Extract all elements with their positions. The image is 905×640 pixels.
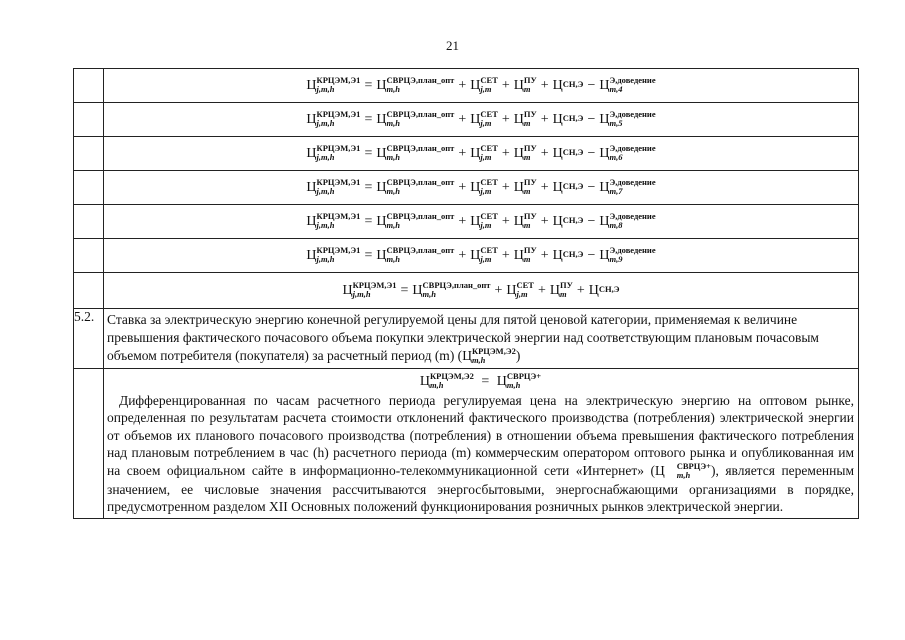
item-text-end: ) — [515, 348, 521, 363]
formula-cell — [104, 239, 859, 273]
formula-cell — [104, 137, 859, 171]
formula: Ц КРЦЭМ,Э1 j,m,h = Ц СВРЦЭ,план_опт m,h + Ц СЕТ j,m + Ц ПУ m + Ц СН,Э − Ц Э,доведение m,8 — [306, 210, 656, 230]
document-table — [73, 68, 859, 519]
formula: Ц КРЦЭМ,Э1 j,m,h = Ц СВРЦЭ,план_опт m,h + Ц СЕТ j,m + Ц ПУ m + Ц СН,Э − Ц Э,доведение m,6 — [306, 142, 656, 162]
formula-cell — [104, 69, 859, 103]
formula: Ц КРЦЭМ,Э1 j,m,h = Ц СВРЦЭ,план_опт m,h + Ц СЕТ j,m + Ц ПУ m + Ц СН,Э − Ц Э,доведение m,7 — [306, 176, 656, 196]
formula-5-2: Ц КРЦЭМ,Э2 m,h = Ц СВРЦЭ+ m,h — [419, 370, 542, 390]
formula-row — [74, 205, 859, 239]
formula-row — [74, 239, 859, 273]
item-text — [104, 309, 859, 369]
page-number: 21 — [446, 38, 459, 53]
formula-cell — [104, 205, 859, 239]
formula-row — [74, 137, 859, 171]
formula: Ц КРЦЭМ,Э1 j,m,h = Ц СВРЦЭ,план_опт m,h + Ц СЕТ j,m + Ц ПУ m + Ц СН,Э — [342, 279, 620, 299]
formula: Ц КРЦЭМ,Э1 j,m,h = Ц СВРЦЭ,план_опт m,h + Ц СЕТ j,m + Ц ПУ m + Ц СН,Э − Ц Э,доведение m,5 — [306, 108, 656, 128]
formula-row — [74, 171, 859, 205]
formula-row — [74, 103, 859, 137]
formula-cell — [104, 273, 859, 309]
description-paragraph: Дифференцированная по часам расчетного периода регулируемая цена на электрическую энергию на оптовом рынке, определенная по результатам расчета стоимости отклонений фактического производства (потребления) электрической энергии от объемов их планового почасового производства (потребления) в отношении объема превышения фактического потребления над плановым потреблением в час (h) расчетного периода (m) коммерческим оператором оптового рынка и опубликованная им на своем официальном сайте в информационно-телекоммуникационной сети «Интернет» (Ц СВРЦЭ+ m,h ), является переменным значением, ее числовые значения рассчитываются энергосбытовыми, энергоснабжающими организациями в порядке, предусмотренном разделом XII Основных положений функционирования розничных рынков электрической энергии. — [107, 392, 854, 515]
formula-row — [74, 69, 859, 103]
formula-cell — [104, 103, 859, 137]
description-row — [74, 368, 859, 518]
description-cell — [104, 368, 859, 518]
formula-cell — [104, 171, 859, 205]
formula-row-final — [74, 273, 859, 309]
item-text-main: Ставка за электрическую энергию конечной регулируемой цены для пятой ценовой категории, применяемая к величине превышения фактического почасового объема покупки электрической энергии над соответствующим плановым почасовым объемом потребителя (покупателя) за расчетный период (m) ( — [107, 312, 819, 363]
formula: Ц КРЦЭМ,Э1 j,m,h = Ц СВРЦЭ,план_опт m,h + Ц СЕТ j,m + Ц ПУ m + Ц СН,Э − Ц Э,доведение m,4 — [306, 74, 656, 94]
paragraph-inline-symbol: Ц СВРЦЭ+ m,h — [655, 460, 711, 480]
item-inline-symbol: Ц КРЦЭМ,Э2 m,h — [462, 345, 516, 365]
formula: Ц КРЦЭМ,Э1 j,m,h = Ц СВРЦЭ,план_опт m,h + Ц СЕТ j,m + Ц ПУ m + Ц СН,Э − Ц Э,доведение m,9 — [306, 244, 656, 264]
item-row — [74, 309, 859, 369]
item-number: 5.2. — [74, 309, 104, 369]
